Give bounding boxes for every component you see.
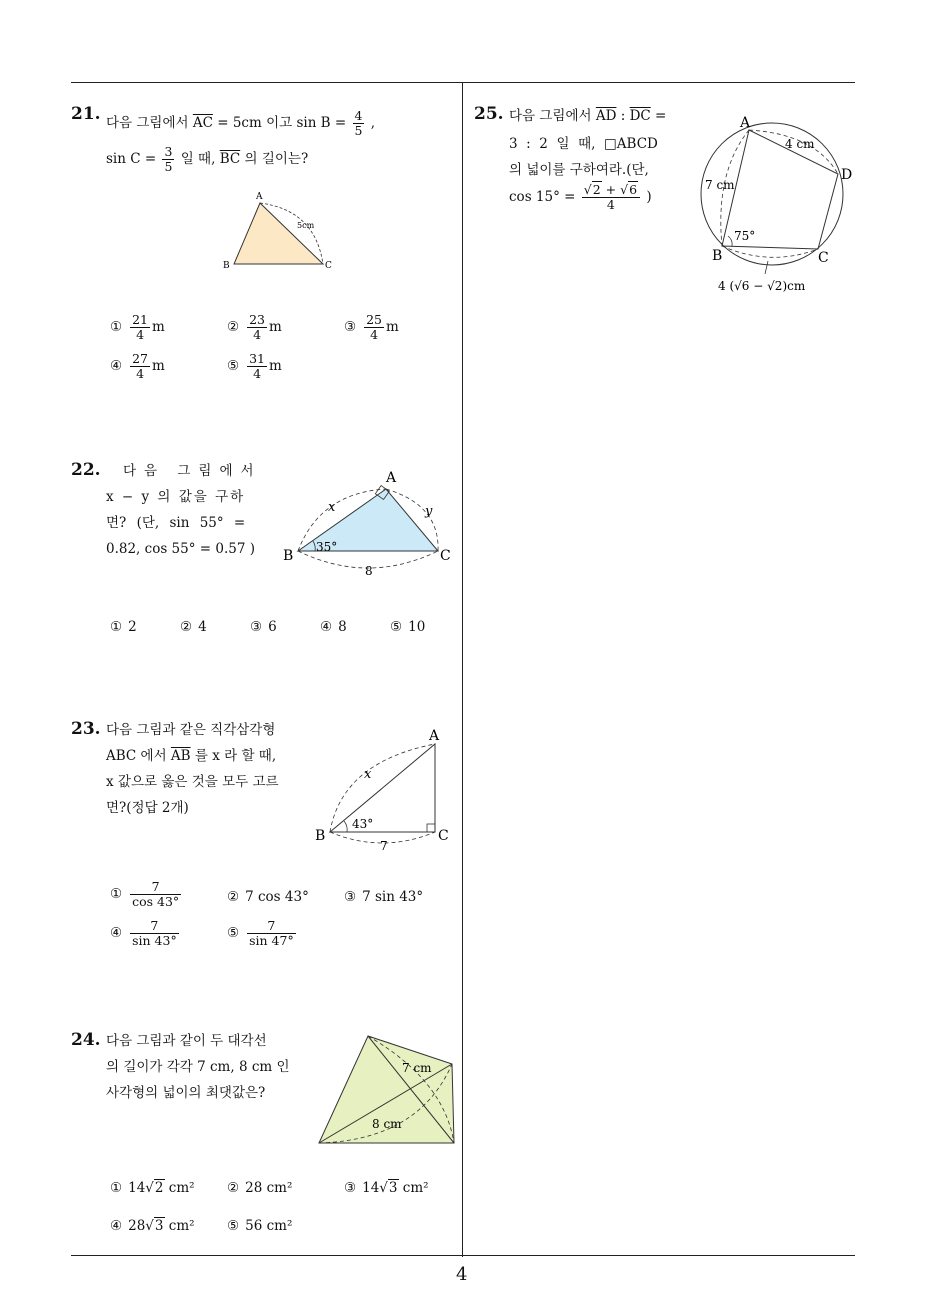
q25-frac <box>582 183 640 212</box>
q22-label-y: y <box>425 504 433 519</box>
q21-choice-3[interactable] <box>344 313 399 342</box>
q24-line3: 사각형의 넓이의 최댓값은? <box>106 1085 266 1101</box>
q21-text: , <box>370 115 376 131</box>
choice-unit: m <box>152 319 165 335</box>
bc-part: √ <box>763 279 775 293</box>
q22-choice-5[interactable] <box>390 619 425 635</box>
q21-seg-ac: $\overline{AC}$ <box>192 115 213 131</box>
q23-text: 를 x 라 할 때, <box>194 748 277 764</box>
q21-text: = 5cm 이고 sin B = <box>217 115 347 131</box>
choice-mark: ② <box>227 319 240 335</box>
choice-mark: ① <box>110 619 123 635</box>
frac-den: 4 <box>253 366 262 381</box>
q21-choice-5[interactable] <box>227 352 282 381</box>
q22-label-x: x <box>328 500 336 515</box>
choice-frac <box>247 919 296 948</box>
q23-label-a: A <box>429 728 440 744</box>
q21-text: 일 때, <box>180 151 216 167</box>
q23-seg-ab: $\overline{AB}$ <box>170 748 191 764</box>
choice-mark: ② <box>180 619 193 635</box>
bc-part: √ <box>734 279 742 293</box>
q21-label-side: 5cm <box>297 221 315 230</box>
q21-label-c: C <box>325 261 332 271</box>
frac-den: cos 43° <box>132 894 180 909</box>
q22-label-angle: 35° <box>316 540 338 554</box>
q21-text: 다음 그림에서 <box>106 115 189 131</box>
bc-part: 6 <box>741 279 750 293</box>
q22-choice-1[interactable] <box>110 619 137 635</box>
q25-label-ad: 4 cm <box>785 137 815 151</box>
q23-number: 23. <box>71 719 101 739</box>
q21-choice-2[interactable] <box>227 313 282 342</box>
q24-choice-4[interactable]: ④ 28√3 cm² <box>110 1218 195 1234</box>
q24-figure <box>314 1030 462 1150</box>
choice-mark: ① <box>110 319 123 335</box>
q24-number: 24. <box>71 1030 101 1050</box>
choice-frac <box>364 313 384 342</box>
q21-triangle <box>234 203 323 264</box>
page-number: 4 <box>456 1264 468 1285</box>
choice-unit: m <box>269 358 282 374</box>
bc-part: )cm <box>782 279 806 293</box>
frac-num: 25 <box>366 312 383 327</box>
q24-line1: 다음 그림과 같이 두 대각선 <box>106 1033 267 1049</box>
choice-text: 4 <box>198 619 207 635</box>
frac-num: 21 <box>132 312 149 327</box>
bc-part: − <box>753 279 764 293</box>
radicand: 6 <box>629 182 638 197</box>
bottom-rule <box>71 1255 855 1256</box>
bc-part: 4 ( <box>718 279 735 293</box>
q23-choice-4[interactable] <box>110 919 181 948</box>
q21-line1 <box>106 109 375 138</box>
q24-choice-3[interactable]: ③ 14√3 cm² <box>344 1180 429 1196</box>
q23-figure <box>312 722 462 857</box>
q25-label-angle: 75° <box>734 229 756 243</box>
q22-label-b: B <box>283 548 294 564</box>
q22-label-base: 8 <box>365 564 373 578</box>
q25-text: 다음 그림에서 <box>509 108 592 124</box>
q25-text: = <box>655 108 667 124</box>
q25-label-b: B <box>712 248 723 264</box>
choice-frac <box>130 919 179 948</box>
q25-label-a: A <box>740 115 751 131</box>
q21-line2 <box>106 145 308 174</box>
choice-text: 2 <box>128 619 137 635</box>
frac-num: 27 <box>132 351 149 366</box>
q23-triangle <box>330 744 435 832</box>
q25-bc-pointer <box>765 261 768 274</box>
q22-label-c: C <box>440 548 451 564</box>
choice-frac <box>247 313 267 342</box>
q23-line1: 다음 그림과 같은 직각삼각형 <box>106 722 276 738</box>
choice-unit: m <box>152 358 165 374</box>
choice-mark: ④ <box>110 925 123 941</box>
column-divider <box>462 82 463 1257</box>
q25-text: : <box>620 108 626 124</box>
plus: + <box>605 182 617 197</box>
q23-line4: 면?(정답 2개) <box>106 800 189 816</box>
choice-coef: 14 <box>128 1180 146 1196</box>
choice-radicand: 2 <box>154 1180 164 1196</box>
choice-radicand: 3 <box>388 1180 398 1196</box>
q22-line1: 다음 그림에서 <box>123 463 262 479</box>
choice-text: 56 cm² <box>245 1218 293 1234</box>
frac-den: 4 <box>606 197 615 212</box>
q23-label-base: 7 <box>380 839 388 853</box>
q22-number: 22. <box>71 460 101 480</box>
choice-text: 28 cm² <box>245 1180 293 1196</box>
frac-num: 23 <box>249 312 266 327</box>
q21-seg-bc: $\overline{BC}$ <box>219 151 241 167</box>
choice-radicand: 3 <box>154 1218 164 1234</box>
q22-line4: 0.82, cos 55° = 0.57 ) <box>106 541 255 557</box>
choice-text: 10 <box>408 619 426 635</box>
frac-num: 3 <box>164 144 173 159</box>
choice-mark: ③ <box>344 1180 357 1196</box>
q25-line4 <box>509 183 652 212</box>
radicand: 2 <box>592 182 601 197</box>
frac-den: 4 <box>136 327 145 342</box>
q25-label-bc <box>718 279 806 293</box>
q21-frac <box>162 145 174 174</box>
choice-unit: cm² <box>168 1218 195 1234</box>
q25-line2: 3 : 2 일 때, □ABCD <box>509 136 658 152</box>
q23-right-angle <box>427 824 435 832</box>
choice-mark: ⑤ <box>227 358 240 374</box>
q23-choice-5[interactable] <box>227 919 298 948</box>
q25-text: cos 15° = <box>509 189 576 205</box>
bc-part: 2 <box>774 279 783 293</box>
frac-num: 7 <box>130 919 179 934</box>
q25-arc-dc: $\overline{DC}$ <box>629 108 651 124</box>
choice-unit: cm² <box>168 1180 195 1196</box>
q21-choice-1[interactable] <box>110 313 165 342</box>
choice-unit: m <box>269 319 282 335</box>
q21-figure <box>220 188 345 278</box>
q23-label-c: C <box>438 828 449 844</box>
choice-mark: ④ <box>320 619 333 635</box>
frac-den: sin 43° <box>132 933 177 948</box>
q23-line2 <box>106 747 276 765</box>
choice-coef: 14 <box>362 1180 380 1196</box>
choice-frac <box>130 313 150 342</box>
frac-den: 4 <box>136 366 145 381</box>
choice-text: 6 <box>268 619 277 635</box>
q21-label-a: A <box>256 192 263 202</box>
q25-text: ) <box>646 189 652 205</box>
q22-choice-3[interactable] <box>250 619 277 635</box>
q25-label-c: C <box>818 250 829 266</box>
frac-den: 4 <box>370 327 379 342</box>
q21-label-b: B <box>223 261 230 271</box>
q23-label-x: x <box>364 767 372 782</box>
choice-mark: ③ <box>250 619 263 635</box>
q23-line3: x 값으로 옳은 것을 모두 고르 <box>106 774 279 790</box>
choice-frac <box>247 352 267 381</box>
frac-den: 5 <box>354 123 363 138</box>
frac-num: 4 <box>354 108 363 123</box>
frac-den: 4 <box>253 327 262 342</box>
q22-label-a: A <box>386 470 397 486</box>
q24-label-d2: 8 cm <box>372 1117 402 1131</box>
frac-num: √2 + √6 <box>582 183 640 198</box>
q25-label-ab: 7 cm <box>705 178 735 192</box>
choice-text: 7 cos 43° <box>245 889 309 905</box>
choice-mark: ④ <box>110 1218 123 1234</box>
q23-choice-2[interactable] <box>227 889 309 905</box>
q21-text: sin C = <box>106 151 157 167</box>
q24-choice-2[interactable] <box>227 1180 292 1196</box>
choice-text: 7 sin 43° <box>362 889 424 905</box>
q21-frac <box>353 109 365 138</box>
choice-mark: ③ <box>344 889 357 905</box>
choice-text: 8 <box>338 619 347 635</box>
frac-den: 5 <box>164 159 173 174</box>
q23-choice-1[interactable] <box>110 880 183 909</box>
q25-angle-arc <box>728 236 732 246</box>
q25-line3: 의 넓이를 구하여라.(단, <box>509 162 649 178</box>
q25-line1 <box>509 107 666 125</box>
choice-mark: ⑤ <box>227 925 240 941</box>
q25-figure <box>695 112 865 302</box>
q21-text: 의 길이는? <box>244 151 309 167</box>
q22-choice-2[interactable] <box>180 619 207 635</box>
choice-mark: ② <box>227 889 240 905</box>
choice-mark: ⑤ <box>390 619 403 635</box>
q23-label-angle: 43° <box>352 817 374 831</box>
q22-choice-4[interactable] <box>320 619 347 635</box>
frac-num: 7 <box>247 919 296 934</box>
q23-choice-3[interactable] <box>344 889 423 905</box>
q24-choice-1[interactable]: ① 14√2 cm² <box>110 1180 195 1196</box>
choice-mark: ③ <box>344 319 357 335</box>
q22-line2: x − y 의 값을 구하 <box>106 489 246 505</box>
q25-label-d: D <box>841 167 853 183</box>
q24-choice-5[interactable] <box>227 1218 292 1234</box>
q24-label-d1: 7 cm <box>402 1061 432 1075</box>
top-rule <box>71 82 855 83</box>
choice-mark: ① <box>110 1180 123 1196</box>
frac-num: 7 <box>130 880 181 895</box>
q21-number: 21. <box>71 104 101 124</box>
choice-mark: ④ <box>110 358 123 374</box>
q23-label-b: B <box>315 828 326 844</box>
choice-mark: ① <box>110 886 123 902</box>
q24-line2: 의 길이가 각각 7 cm, 8 cm 인 <box>106 1059 290 1075</box>
choice-mark: ⑤ <box>227 1218 240 1234</box>
choice-mark: ② <box>227 1180 240 1196</box>
choice-unit: m <box>386 319 399 335</box>
choice-coef: 28 <box>128 1218 146 1234</box>
q23-text: ABC 에서 <box>106 748 167 764</box>
q23-angle-arc <box>344 821 347 832</box>
frac-num: 31 <box>249 351 266 366</box>
q25-arc-ad: $\overline{AD}$ <box>595 108 617 124</box>
choice-unit: cm² <box>402 1180 429 1196</box>
q25-number: 25. <box>474 104 504 124</box>
choice-frac <box>130 880 181 909</box>
frac-den: sin 47° <box>249 933 294 948</box>
q22-line3: 면? (단, sin 55° = <box>106 515 246 531</box>
q22-figure <box>280 465 460 580</box>
choice-frac <box>130 352 150 381</box>
q21-choice-4[interactable] <box>110 352 165 381</box>
